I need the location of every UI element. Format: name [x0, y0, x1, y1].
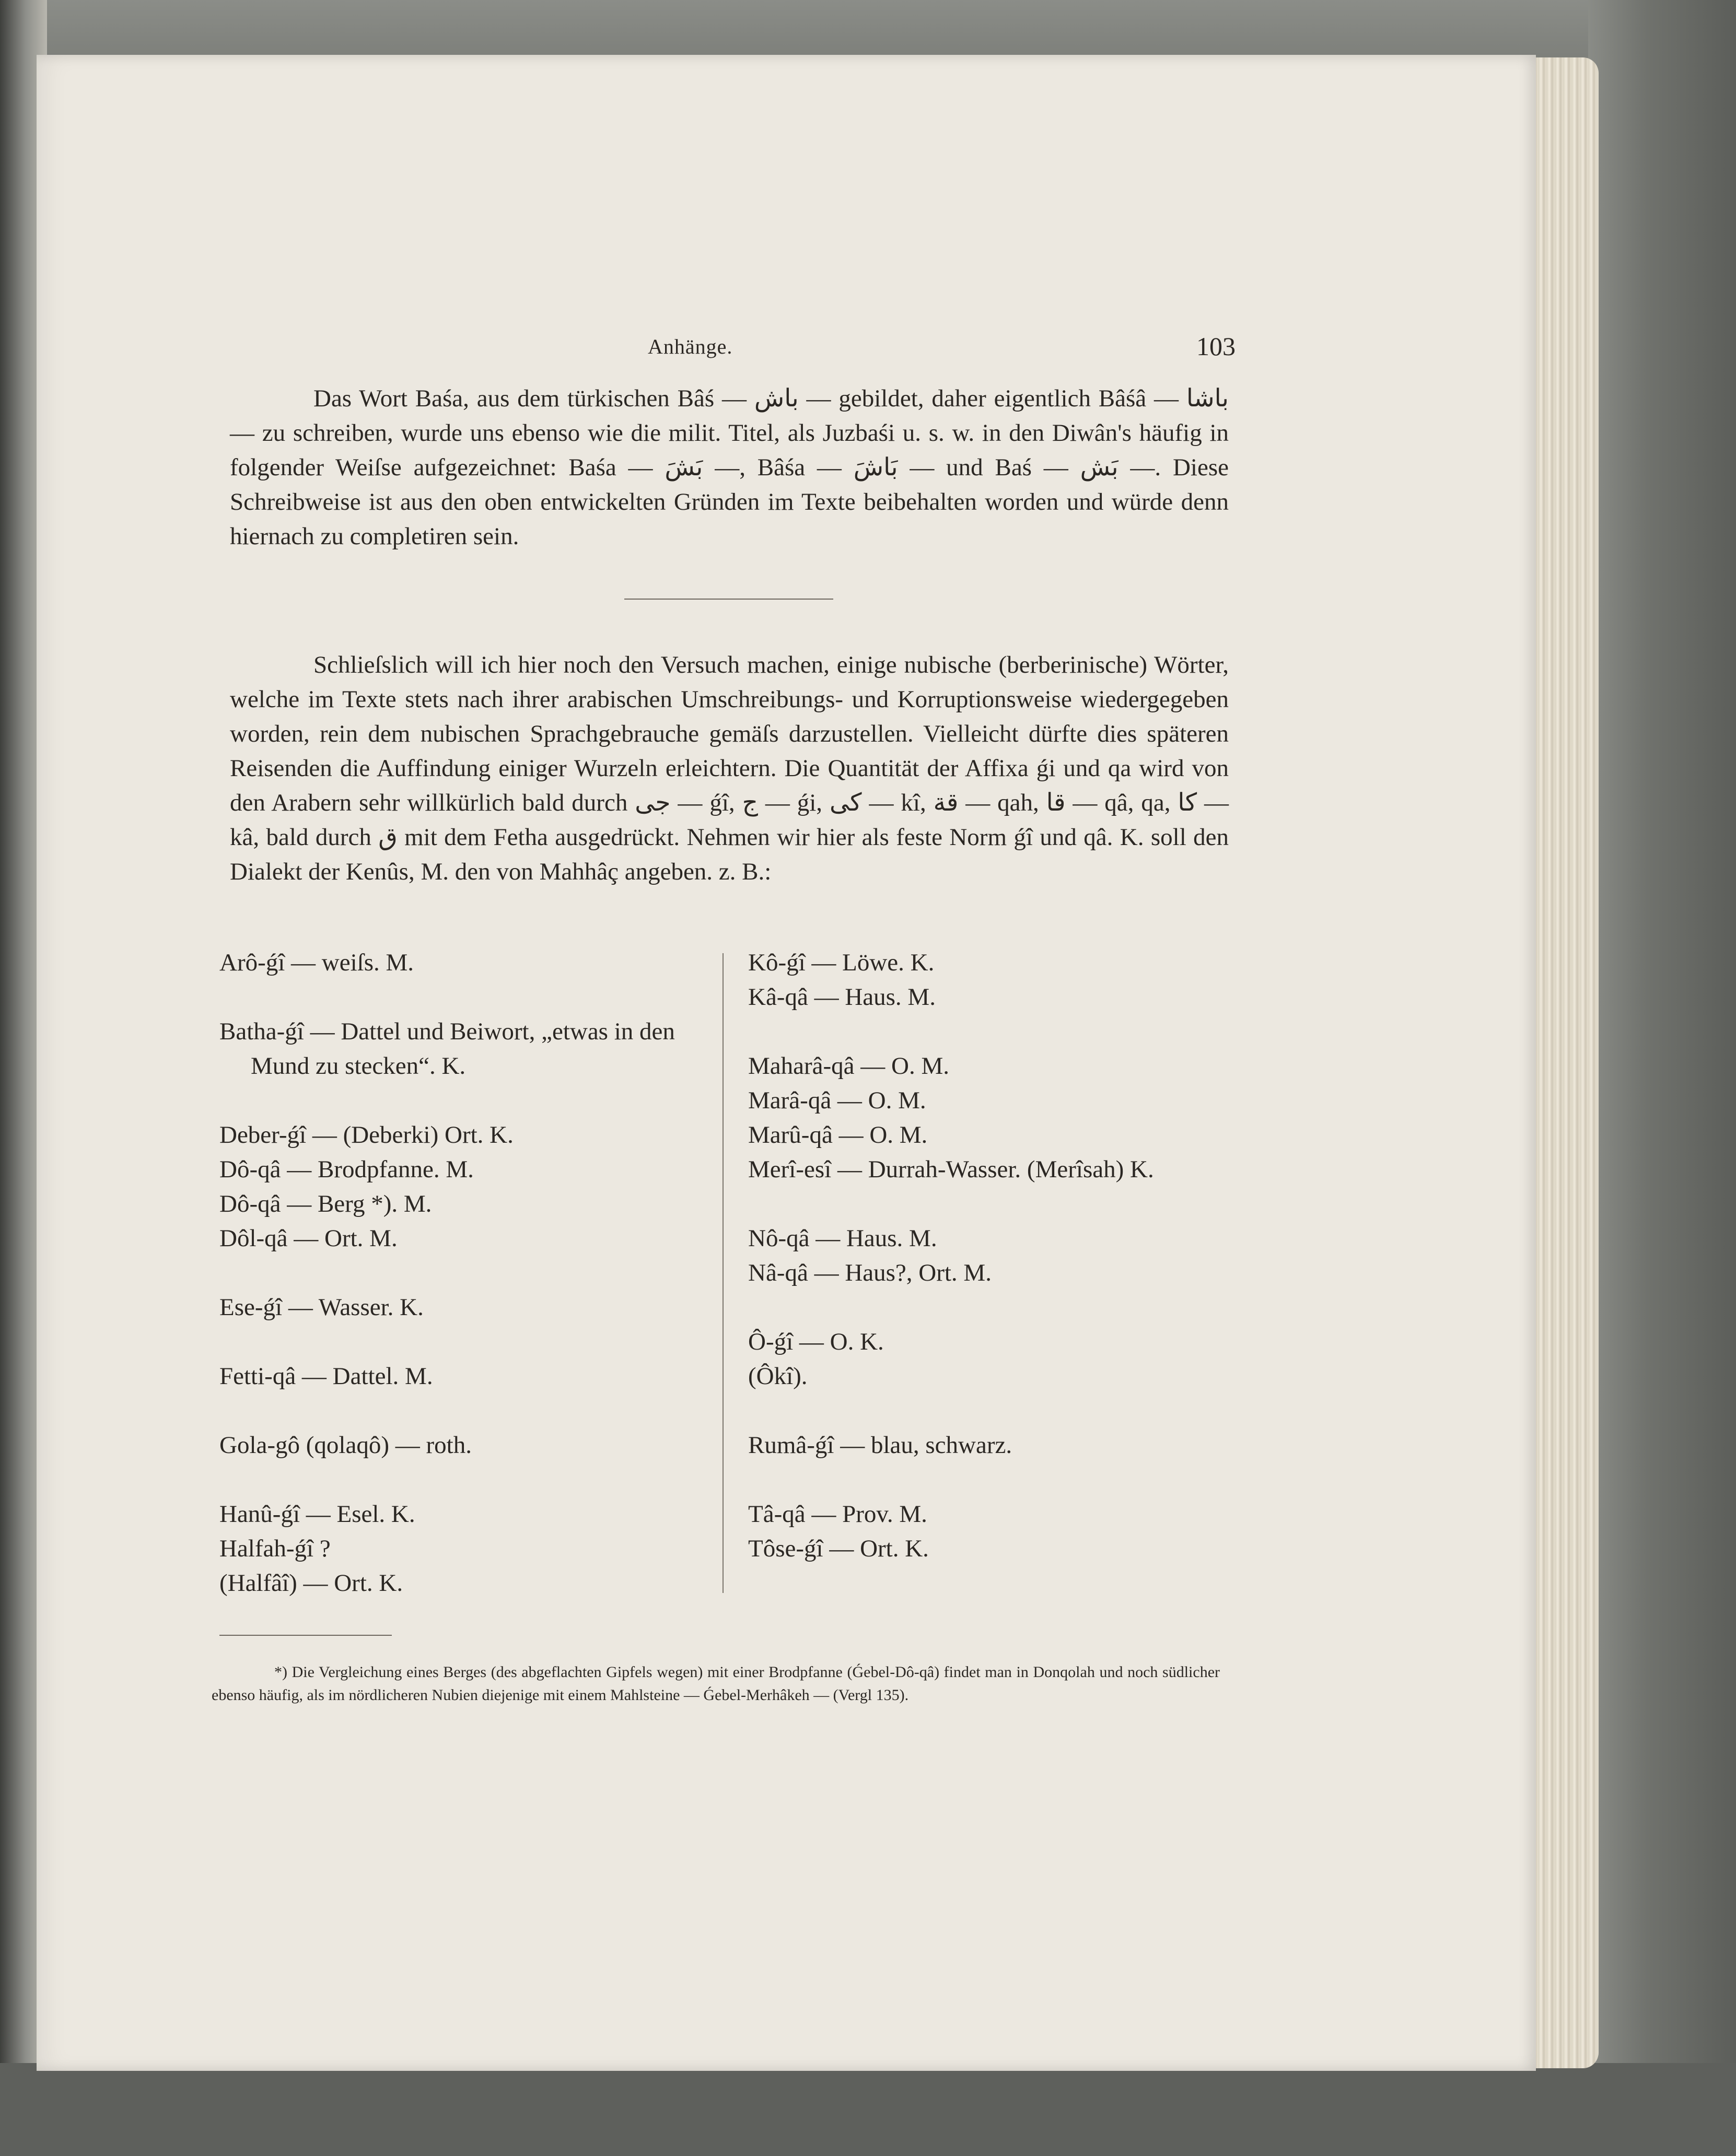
glossary-right-column: [748, 945, 1234, 1566]
paragraph-nubian-words: Schlieſslich will ich hier noch den Versuch machen, einige nubische (berberinische) Wörter, welche im Texte stets nach ihrer arabischen Umschreibungs- und Korruptionsweise wiedergegeben worden, rein dem nubischen Sprachgebrauche gemäſs darzustellen. Vielleicht dürfte dies späteren Reisenden die Auffindung einiger Wurzeln erleichtern. Die Quantität der Affixa ǵi und qa wird von den Arabern sehr willkürlich bald durch جى — ǵî, ج — ǵi, كى — kî, قة — qah, قا — qâ, qa, كا — kâ, bald durch ق mit dem Fetha ausgedrückt. Nehmen wir hier als feste Norm ǵî und qâ. K. soll den Dialekt der Kenûs, M. den von Mahhâç angeben. z. B.:: [230, 651, 1229, 885]
glossary-entry: Deber-ǵî — (Deberki) Ort. K.: [219, 1121, 514, 1149]
glossary-entry: Nâ-qâ — Haus?, Ort. M.: [748, 1259, 992, 1286]
footnote-rule: [219, 1635, 392, 1636]
column-divider: [723, 953, 724, 1593]
footnote: *) Die Vergleichung eines Berges (des abgeflachten Gipfels wegen) mit einer Brodpfanne (Ǵebel-Dô-qâ) findet man in Donqolah und noch südlicher ebenso häufig, als im nördlicheren Nubien diejenige mit einem Mahlsteine — Ǵebel-Merhâkeh — (Vergl 135).: [212, 1663, 1220, 1704]
glossary-entry: Hanû-ǵî — Esel. K.: [219, 1501, 415, 1528]
paragraph-basa-spelling: Das Wort Baśa, aus dem türkischen Bâś — باش — gebildet, daher eigentlich Bâśâ — باشا — zu schreiben, wurde uns ebenso wie die milit. Titel, als Juzbaśi u. s. w. in den Diwân's häufig in folgender Weiſse aufgezeichnet: Baśa — بَشَ —, Bâśa — بَاشَ — und Baś — بَش —. Diese Schreibweise ist aus den oben entwickelten Gründen im Texte beibehalten worden und würde denn hiernach zu completiren sein.: [230, 385, 1229, 550]
glossary-entry: Dô-qâ — Brodpfanne. M.: [219, 1156, 474, 1183]
glossary-entry: Rumâ-ǵî — blau, schwarz.: [748, 1432, 1012, 1459]
glossary-entry: Nô-qâ — Haus. M.: [748, 1225, 937, 1252]
page-number: 103: [1196, 332, 1236, 361]
glossary-entry: Gola-gô (qolaqô) — roth.: [219, 1432, 472, 1459]
glossary-entry: Marû-qâ — O. M.: [748, 1121, 928, 1149]
glossary-entry: Dôl-qâ — Ort. M.: [219, 1225, 398, 1252]
glossary-entry: Tôse-ǵî — Ort. K.: [748, 1535, 929, 1562]
glossary-entry: Maharâ-qâ — O. M.: [748, 1052, 950, 1080]
glossary-entry: Arô-ǵî — weiſs. M.: [219, 949, 414, 976]
section-divider: [624, 599, 833, 600]
glossary-entry: Kô-ǵî — Löwe. K.: [748, 949, 935, 976]
glossary-entry: Fetti-qâ — Dattel. M.: [219, 1363, 433, 1390]
glossary-entry: (Ôkî).: [748, 1363, 808, 1390]
glossary-entry: Batha-ǵî — Dattel und Beiwort, „etwas in den Mund zu stecken“. K.: [219, 1018, 675, 1080]
glossary-entry: Merî-esî — Durrah-Wasser. (Merîsah) K.: [748, 1156, 1154, 1183]
glossary-entry: Ese-ǵî — Wasser. K.: [219, 1294, 424, 1321]
glossary-entry: Dô-qâ — Berg *). M.: [219, 1190, 432, 1217]
glossary-entry: Kâ-qâ — Haus. M.: [748, 983, 936, 1011]
glossary-entry: Marâ-qâ — O. M.: [748, 1087, 926, 1114]
glossary-entry: Halfah-ǵî ?: [219, 1535, 331, 1562]
glossary-left-column: [219, 945, 710, 1600]
glossary-entry: Ô-ǵî — O. K.: [748, 1328, 884, 1355]
running-header: Anhänge.: [648, 335, 733, 358]
glossary-entry: (Halfâî) — Ort. K.: [219, 1569, 403, 1597]
book-cover-right: [1588, 0, 1736, 2156]
book-cover-bottom: [0, 2063, 1736, 2156]
glossary-entry: Tâ-qâ — Prov. M.: [748, 1501, 927, 1528]
